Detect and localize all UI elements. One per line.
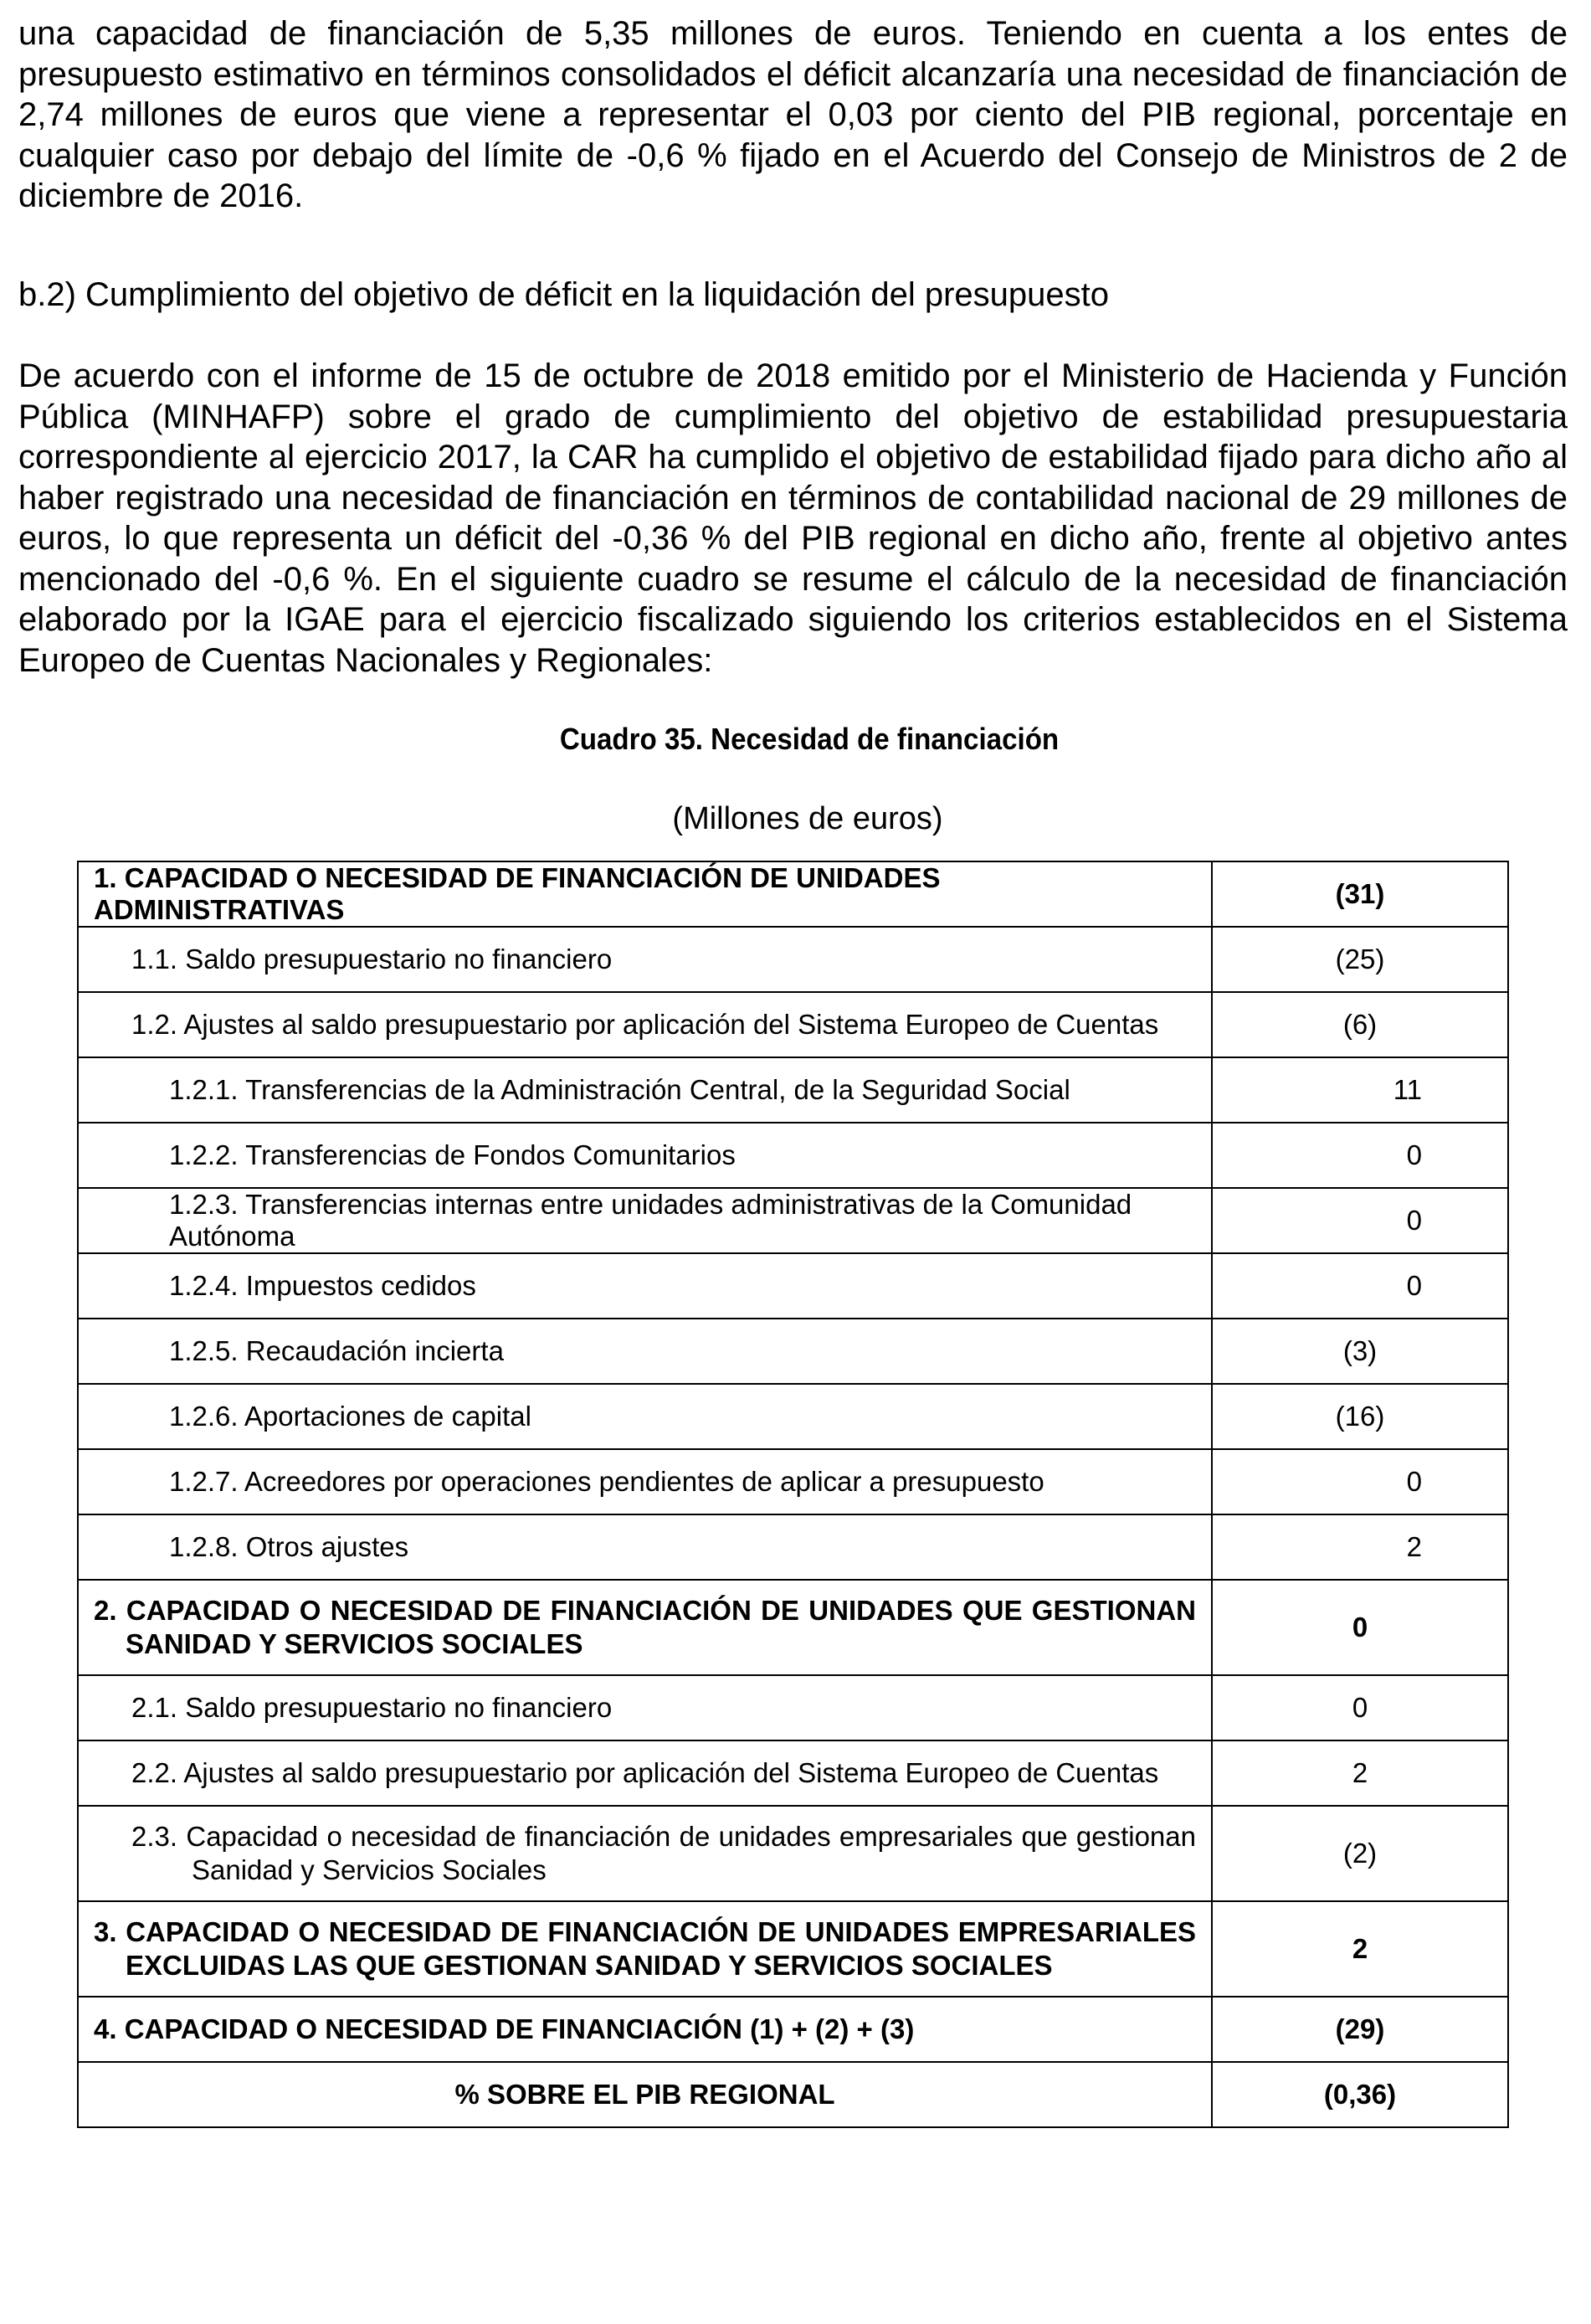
row-value: (25) [1212,927,1508,992]
row-label [78,1580,1212,1675]
row-value: 0 [1212,1580,1508,1675]
row-value: 2 [1212,1901,1508,1997]
row-label: 4. CAPACIDAD O NECESIDAD DE FINANCIACIÓN (1) + (2) + (3) [78,1997,1212,2062]
table-row [78,1901,1508,1997]
row-label: 1.2. Ajustes al saldo presupuestario por aplicación del Sistema Europeo de Cuentas [78,992,1212,1057]
row-value: 0 [1212,1123,1508,1188]
row-value: 2 [1212,1514,1508,1580]
row-label: 1.2.5. Recaudación incierta [78,1319,1212,1384]
table-row [78,1740,1508,1806]
table-row [78,992,1508,1057]
table-row [78,1057,1508,1123]
row-label: % SOBRE EL PIB REGIONAL [78,2062,1212,2127]
row-value: 2 [1212,1740,1508,1806]
intro-paragraph: una capacidad de financiación de 5,35 millones de euros. Teniendo en cuenta a los entes de presupuesto estimativo en términos consolidados el déficit alcanzaría una necesidad de financiación de 2,74 millones de euros que viene a representar el 0,03 por ciento del PIB regional, porcentaje en cualquier caso por debajo del límite de -0,6 % fijado en el Acuerdo del Consejo de Ministros de 2 de diciembre de 2016. [18,15,1568,214]
row-label [78,1901,1212,1997]
section-subtitle: b.2) Cumplimiento del objetivo de déficit en la liquidación del presupuesto [18,276,1110,313]
table-row [78,1253,1508,1319]
row-label: 1.1. Saldo presupuestario no financiero [78,927,1212,992]
table-row [78,1449,1508,1514]
row-value: 0 [1212,1675,1508,1740]
row-label: 1.2.7. Acreedores por operaciones pendientes de aplicar a presupuesto [78,1449,1212,1514]
row-value: (6) [1212,992,1508,1057]
table-unit: (Millones de euros) [672,801,943,836]
table-row [78,927,1508,992]
table-row [78,1188,1508,1253]
row-value: (3) [1212,1319,1508,1384]
table-row [78,1806,1508,1901]
table-row [78,1997,1508,2062]
row-value: 11 [1212,1057,1508,1123]
row-value: (2) [1212,1806,1508,1901]
row-value: (16) [1212,1384,1508,1449]
table-title: Cuadro 35. Necesidad de financiación [559,722,1060,756]
table-row [78,2062,1508,2127]
row-label: 1. CAPACIDAD O NECESIDAD DE FINANCIACIÓN DE UNIDADES ADMINISTRATIVAS [78,861,1212,927]
table-row [78,1384,1508,1449]
row-value: 0 [1212,1188,1508,1253]
financing-table [77,861,1509,2128]
table-row [78,1123,1508,1188]
table-row [78,1580,1508,1675]
row-value: 0 [1212,1253,1508,1319]
row-label: 1.2.4. Impuestos cedidos [78,1253,1212,1319]
body-paragraph: De acuerdo con el informe de 15 de octubre de 2018 emitido por el Ministerio de Hacienda y Función Pública (MINHAFP) sobre el grado de cumplimiento del objetivo de estabilidad presupuestaria correspondiente al ejercicio 2017, la CAR ha cumplido el objetivo de estabilidad fijado para dicho año al haber registrado una necesidad de financiación en términos de contabilidad nacional de 29 millones de euros, lo que representa un déficit del -0,36 % del PIB regional en dicho año, frente al objetivo antes mencionado del -0,6 %. En el siguiente cuadro se resume el cálculo de la necesidad de financiación elaborado por la IGAE para el ejercicio fiscalizado siguiendo los criterios establecidos en el Sistema Europeo de Cuentas Nacionales y Regionales: [18,357,1568,679]
row-label-text: 3. CAPACIDAD O NECESIDAD DE FINANCIACIÓN DE UNIDADES EMPRESARIALES EXCLUIDAS LAS QUE GESTIONAN SANIDAD Y SERVICIOS SOCIALES [94,1916,1196,1981]
row-label [78,1806,1212,1901]
row-label: 1.2.8. Otros ajustes [78,1514,1212,1580]
row-label: 2.1. Saldo presupuestario no financiero [78,1675,1212,1740]
row-value: (0,36) [1212,2062,1508,2127]
row-label: 1.2.3. Transferencias internas entre unidades administrativas de la Comunidad Autónoma [78,1188,1212,1253]
row-label: 1.2.1. Transferencias de la Administración Central, de la Seguridad Social [78,1057,1212,1123]
row-label: 2.2. Ajustes al saldo presupuestario por aplicación del Sistema Europeo de Cuentas [78,1740,1212,1806]
row-value: (31) [1212,861,1508,927]
table-row [78,1514,1508,1580]
row-label: 1.2.6. Aportaciones de capital [78,1384,1212,1449]
table-row [78,1319,1508,1384]
row-label-text: 2. CAPACIDAD O NECESIDAD DE FINANCIACIÓN DE UNIDADES QUE GESTIONAN SANIDAD Y SERVICIOS SOCIALES [94,1595,1196,1659]
row-label: 1.2.2. Transferencias de Fondos Comunitarios [78,1123,1212,1188]
row-value: 0 [1212,1449,1508,1514]
table-row [78,1675,1508,1740]
row-value: (29) [1212,1997,1508,2062]
table-row [78,861,1508,927]
row-label-text: 2.3. Capacidad o necesidad de financiación de unidades empresariales que gestionan Sanidad y Servicios Sociales [131,1821,1196,1885]
